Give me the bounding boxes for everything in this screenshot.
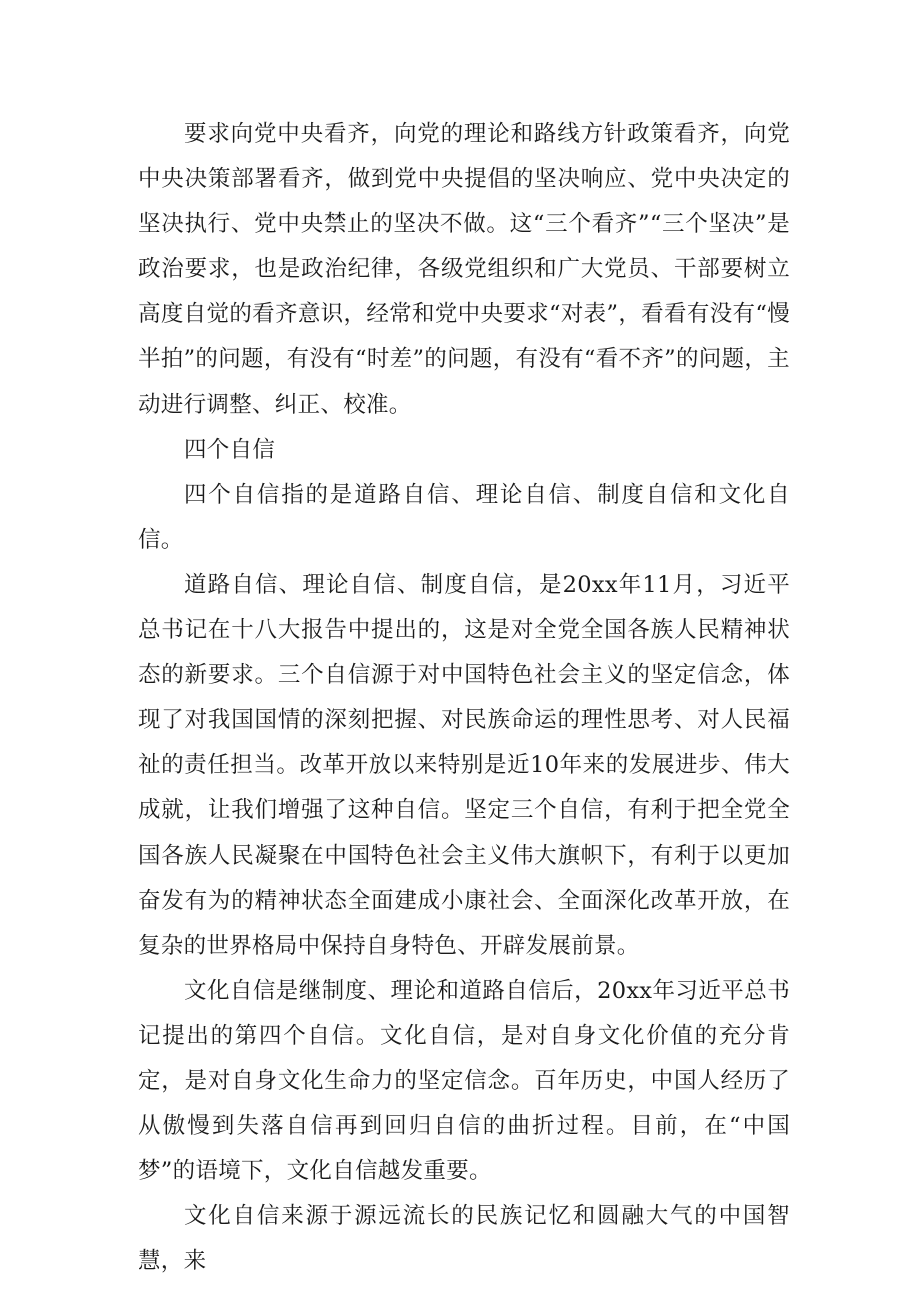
document-body bbox=[138, 112, 790, 1284]
paragraph-four-confidences-definition: 四个自信指的是道路自信、理论自信、制度自信和文化自信。 bbox=[138, 481, 790, 553]
paragraph-cultural-confidence-source: 文化自信来源于源远流长的民族记忆和圆融大气的中国智慧，来 bbox=[138, 1203, 790, 1275]
paragraph-three-confidences: 道路自信、理论自信、制度自信，是20xx年11月，习近平总书记在十八大报告中提出的，这是对全党全国各族人民精神状态的新要求。三个自信源于对中国特色社会主义的坚定信念，体现了对我国国情的深刻把握、对民族命运的理性思考、对人民福祉的责任担当。改革开放以来特别是近10年来的发展进步、伟大成就，让我们增强了这种自信。坚定三个自信，有利于把全党全国各族人民凝聚在中国特色社会主义伟大旗帜下，有利于以更加奋发有为的精神状态全面建成小康社会、全面深化改革开放，在复杂的世界格局中保持自身特色、开辟发展前景。 bbox=[138, 571, 790, 959]
heading-four-confidences: 四个自信 bbox=[184, 436, 276, 463]
paragraph-alignment-requirement: 要求向党中央看齐，向党的理论和路线方针政策看齐，向党中央决策部署看齐，做到党中央提倡的坚决响应、党中央决定的坚决执行、党中央禁止的坚决不做。这“三个看齐”“三个坚决”是政治要求，也是政治纪律，各级党组织和广大党员、干部要树立高度自觉的看齐意识，经常和党中央要求“对表”，看看有没有“慢半拍”的问题，有没有“时差”的问题，有没有“看不齐”的问题，主动进行调整、纠正、校准。 bbox=[138, 121, 790, 418]
paragraph-cultural-confidence: 文化自信是继制度、理论和道路自信后，20xx年习近平总书记提出的第四个自信。文化自信，是对自身文化价值的充分肯定，是对自身文化生命力的坚定信念。百年历史，中国人经历了从傲慢到失落自信再到回归自信的曲折过程。目前，在“中国梦”的语境下，文化自信越发重要。 bbox=[138, 977, 790, 1185]
